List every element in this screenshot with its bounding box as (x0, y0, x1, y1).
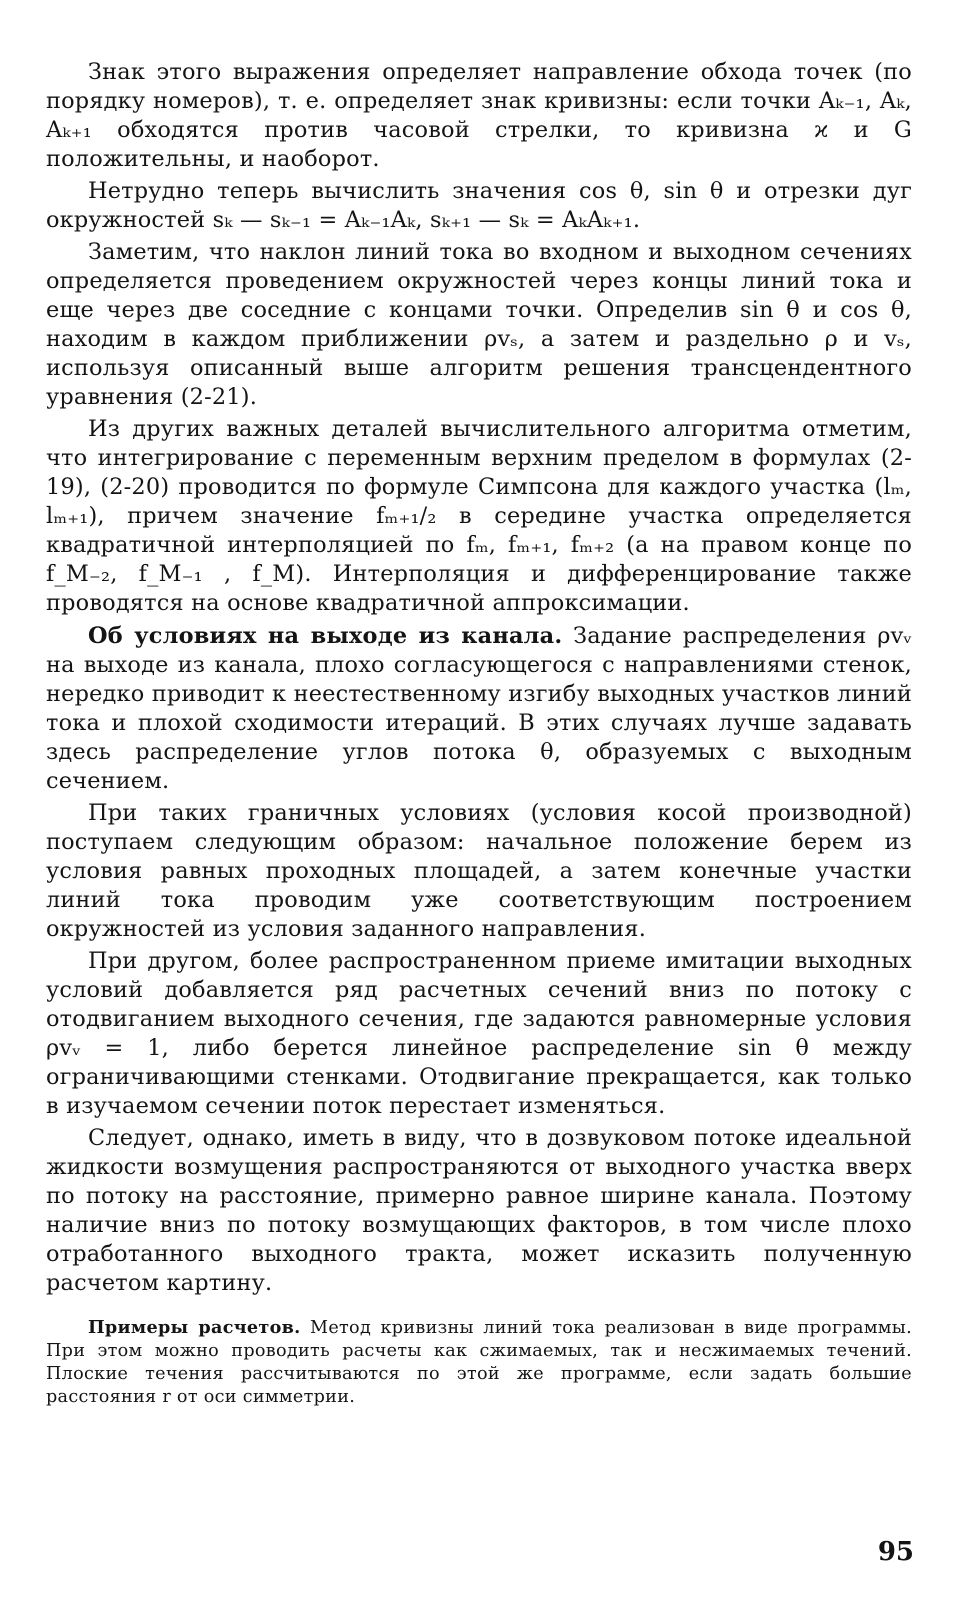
examples-note (46, 1316, 912, 1409)
examples-text: Метод кривизны линий тока реализован в виде программы. При этом можно проводить расчеты как сжимаемых, так и несжимаемых течений. Плоские течения рассчитываются по этой же программе, если задать большие расстояния r от оси симметрии. (46, 1318, 912, 1407)
paragraph-1: Знак этого выражения определяет направление обхода точек (по порядку номеров), т. е. определяет знак кривизны: если точки Aₖ₋₁, Aₖ, Aₖ₊₁ обходятся против часовой стрелки, то кривизна ϰ и G положительны, и наоборот. (46, 59, 912, 172)
paragraph-3: Заметим, что наклон линий тока во входном и выходном сечениях определяется проведением окружностей через концы линий тока и еще через две соседние с концами точки. Определив sin θ и cos θ, находим в каждом приближении ρvₛ, а затем и раздельно ρ и vₛ, используя описанный выше алгоритм решения трансцендентного уравнения (2-21). (46, 239, 912, 410)
section-text: Задание распределения ρvᵥ на выходе из канала, плохо согласующегося с направлениями стенок, нередко приводит к неестественному изгибу выходных участков линий тока и плохой сходимости итераций. В этих случаях лучше задавать здесь распределение углов потока θ, образуемых с выходным сечением. (46, 623, 912, 794)
paragraph-5: При таких граничных условиях (условия косой производной) поступаем следующим образом: начальное положение берем из условия равных проходных площадей, а затем конечные участки линий тока проводим уже соответствующим построением окружностей из условия заданного направления. (46, 800, 912, 942)
paragraph-2: Нетрудно теперь вычислить значения cos θ, sin θ и отрезки дуг окружностей sₖ — sₖ₋₁ = Aₖ₋₁Aₖ, sₖ₊₁ — sₖ = AₖAₖ₊₁. (46, 178, 912, 233)
paragraph-7: Следует, однако, иметь в виду, что в дозвуковом потоке идеальной жидкости возмущения распространяются от выходного участка вверх по потоку на расстояние, примерно равное ширине канала. Поэтому наличие вниз по потоку возмущающих факторов, в том числе плохо отработанного выходного тракта, может исказить полученную расчетом картину. (46, 1125, 912, 1296)
page-body (46, 58, 912, 1409)
section-heading: Об условиях на выходе из канала. (88, 623, 563, 649)
page-number: 95 (877, 1537, 914, 1567)
examples-heading: Примеры расчетов. (88, 1317, 301, 1338)
section-outlet-conditions (46, 622, 912, 796)
paragraph-4: Из других важных деталей вычислительного алгоритма отметим, что интегрирование с переменным верхним пределом в формулах (2-19), (2-20) проводится по формуле Симпсона для каждого участка (lₘ, lₘ₊₁), причем значение fₘ₊₁/₂ в середине участка определяется квадратичной интерполяцией по fₘ, fₘ₊₁, fₘ₊₂ (а на правом конце по f_M₋₂, f_M₋₁ , f_M). Интерполяция и дифференцирование также проводятся на основе квадратичной аппроксимации. (46, 416, 912, 616)
paragraph-6: При другом, более распространенном приеме имитации выходных условий добавляется ряд расчетных сечений вниз по потоку с отодвиганием выходного сечения, где задаются равномерные условия ρvᵥ = 1, либо берется линейное распределение sin θ между ограничивающими стенками. Отодвигание прекращается, как только в изучаемом сечении поток перестает изменяться. (46, 948, 912, 1119)
